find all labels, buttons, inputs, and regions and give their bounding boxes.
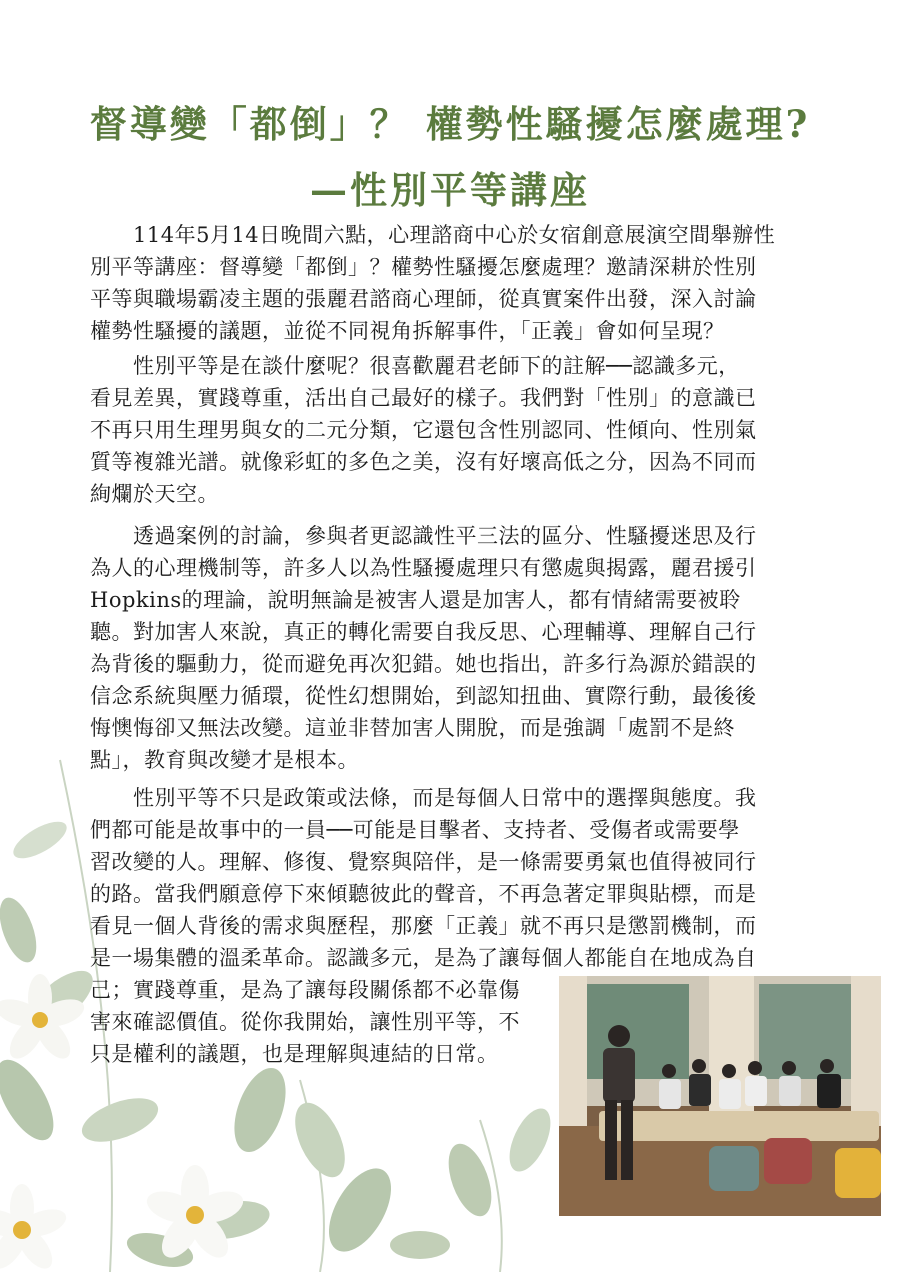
lecture-photo-icon xyxy=(559,976,881,1216)
paragraph-conclusion-continued: 己；實踐尊重，是為了讓每段關係都不必靠傷 害來確認價值。從你我開始，讓性別平等，不 只是權利的議題，也是理解與連結的日常。 xyxy=(90,978,520,1066)
paragraph-case-discussion: 透過案例的討論，參與者更認識性平三法的區分、性騷擾迷思及行 為人的心理機制等，許多人以為性騷擾處理只有懲處與揭露，麗君援引 Hopkins的理論，說明無論是被害人還是加害人，都有情緒需要被聆 聽。對加害人來說，真正的轉化需要自我反思、心理輔導、理解自己行 為背後的驅動力，從而避免再次犯錯。她也指出，許多行為源於錯誤的 信念系統與壓力循環，從性幻想開始，到認知扭曲、實際行動，最後後 悔懊悔卻又無法改變。這並非替加害人開脫，而是強調「處罰不是終 點」，教育與改變才是根本。 xyxy=(90,524,757,772)
paragraph-conclusion: 性別平等不只是政策或法條，而是每個人日常中的選擇與態度。我 們都可能是故事中的一員──可能是目擊者、支持者、受傷者或需要學 習改變的人。理解、修復、覺察與陪伴，是一條需要勇氣也值得被同行 的路。當我們願意停下來傾聽彼此的聲音，不再急著定罪與貼標，而是 看見一個人背後的需求與歷程，那麼「正義」就不再只是懲罰機制，而 是一場集體的溫柔革命。認識多元，是為了讓每個人都能自在地成為自 xyxy=(90,786,757,970)
page-title: 督導變「都倒」？ 權勢性騷擾怎麼處理? xyxy=(89,102,811,146)
paragraph-intro: 114年5月14日晚間六點，心理諮商中心於女宿創意展演空間舉辦性 別平等講座：督導變「都倒」？權勢性騷擾怎麼處理？邀請深耕於性別 平等與職場霸凌主題的張麗君諮商心理師，從真實案件出發，深入討論 權勢性騷擾的議題，並從不同視角拆解事件，「正義」會如何呈現？ xyxy=(90,223,776,343)
page-subtitle: —性別平等講座 xyxy=(310,168,590,212)
lecture-photo xyxy=(559,976,881,1216)
paragraph-gender-equality: 性別平等是在談什麼呢？很喜歡麗君老師下的註解──認識多元， 看見差異，實踐尊重，活出自己最好的樣子。我們對「性別」的意識已 不再只用生理男與女的二元分類，它還包含性別認同、性傾向、性別氣 質等複雜光譜。就像彩虹的多色之美，沒有好壞高低之分，因為不同而 絢爛於天空。 xyxy=(90,354,757,506)
